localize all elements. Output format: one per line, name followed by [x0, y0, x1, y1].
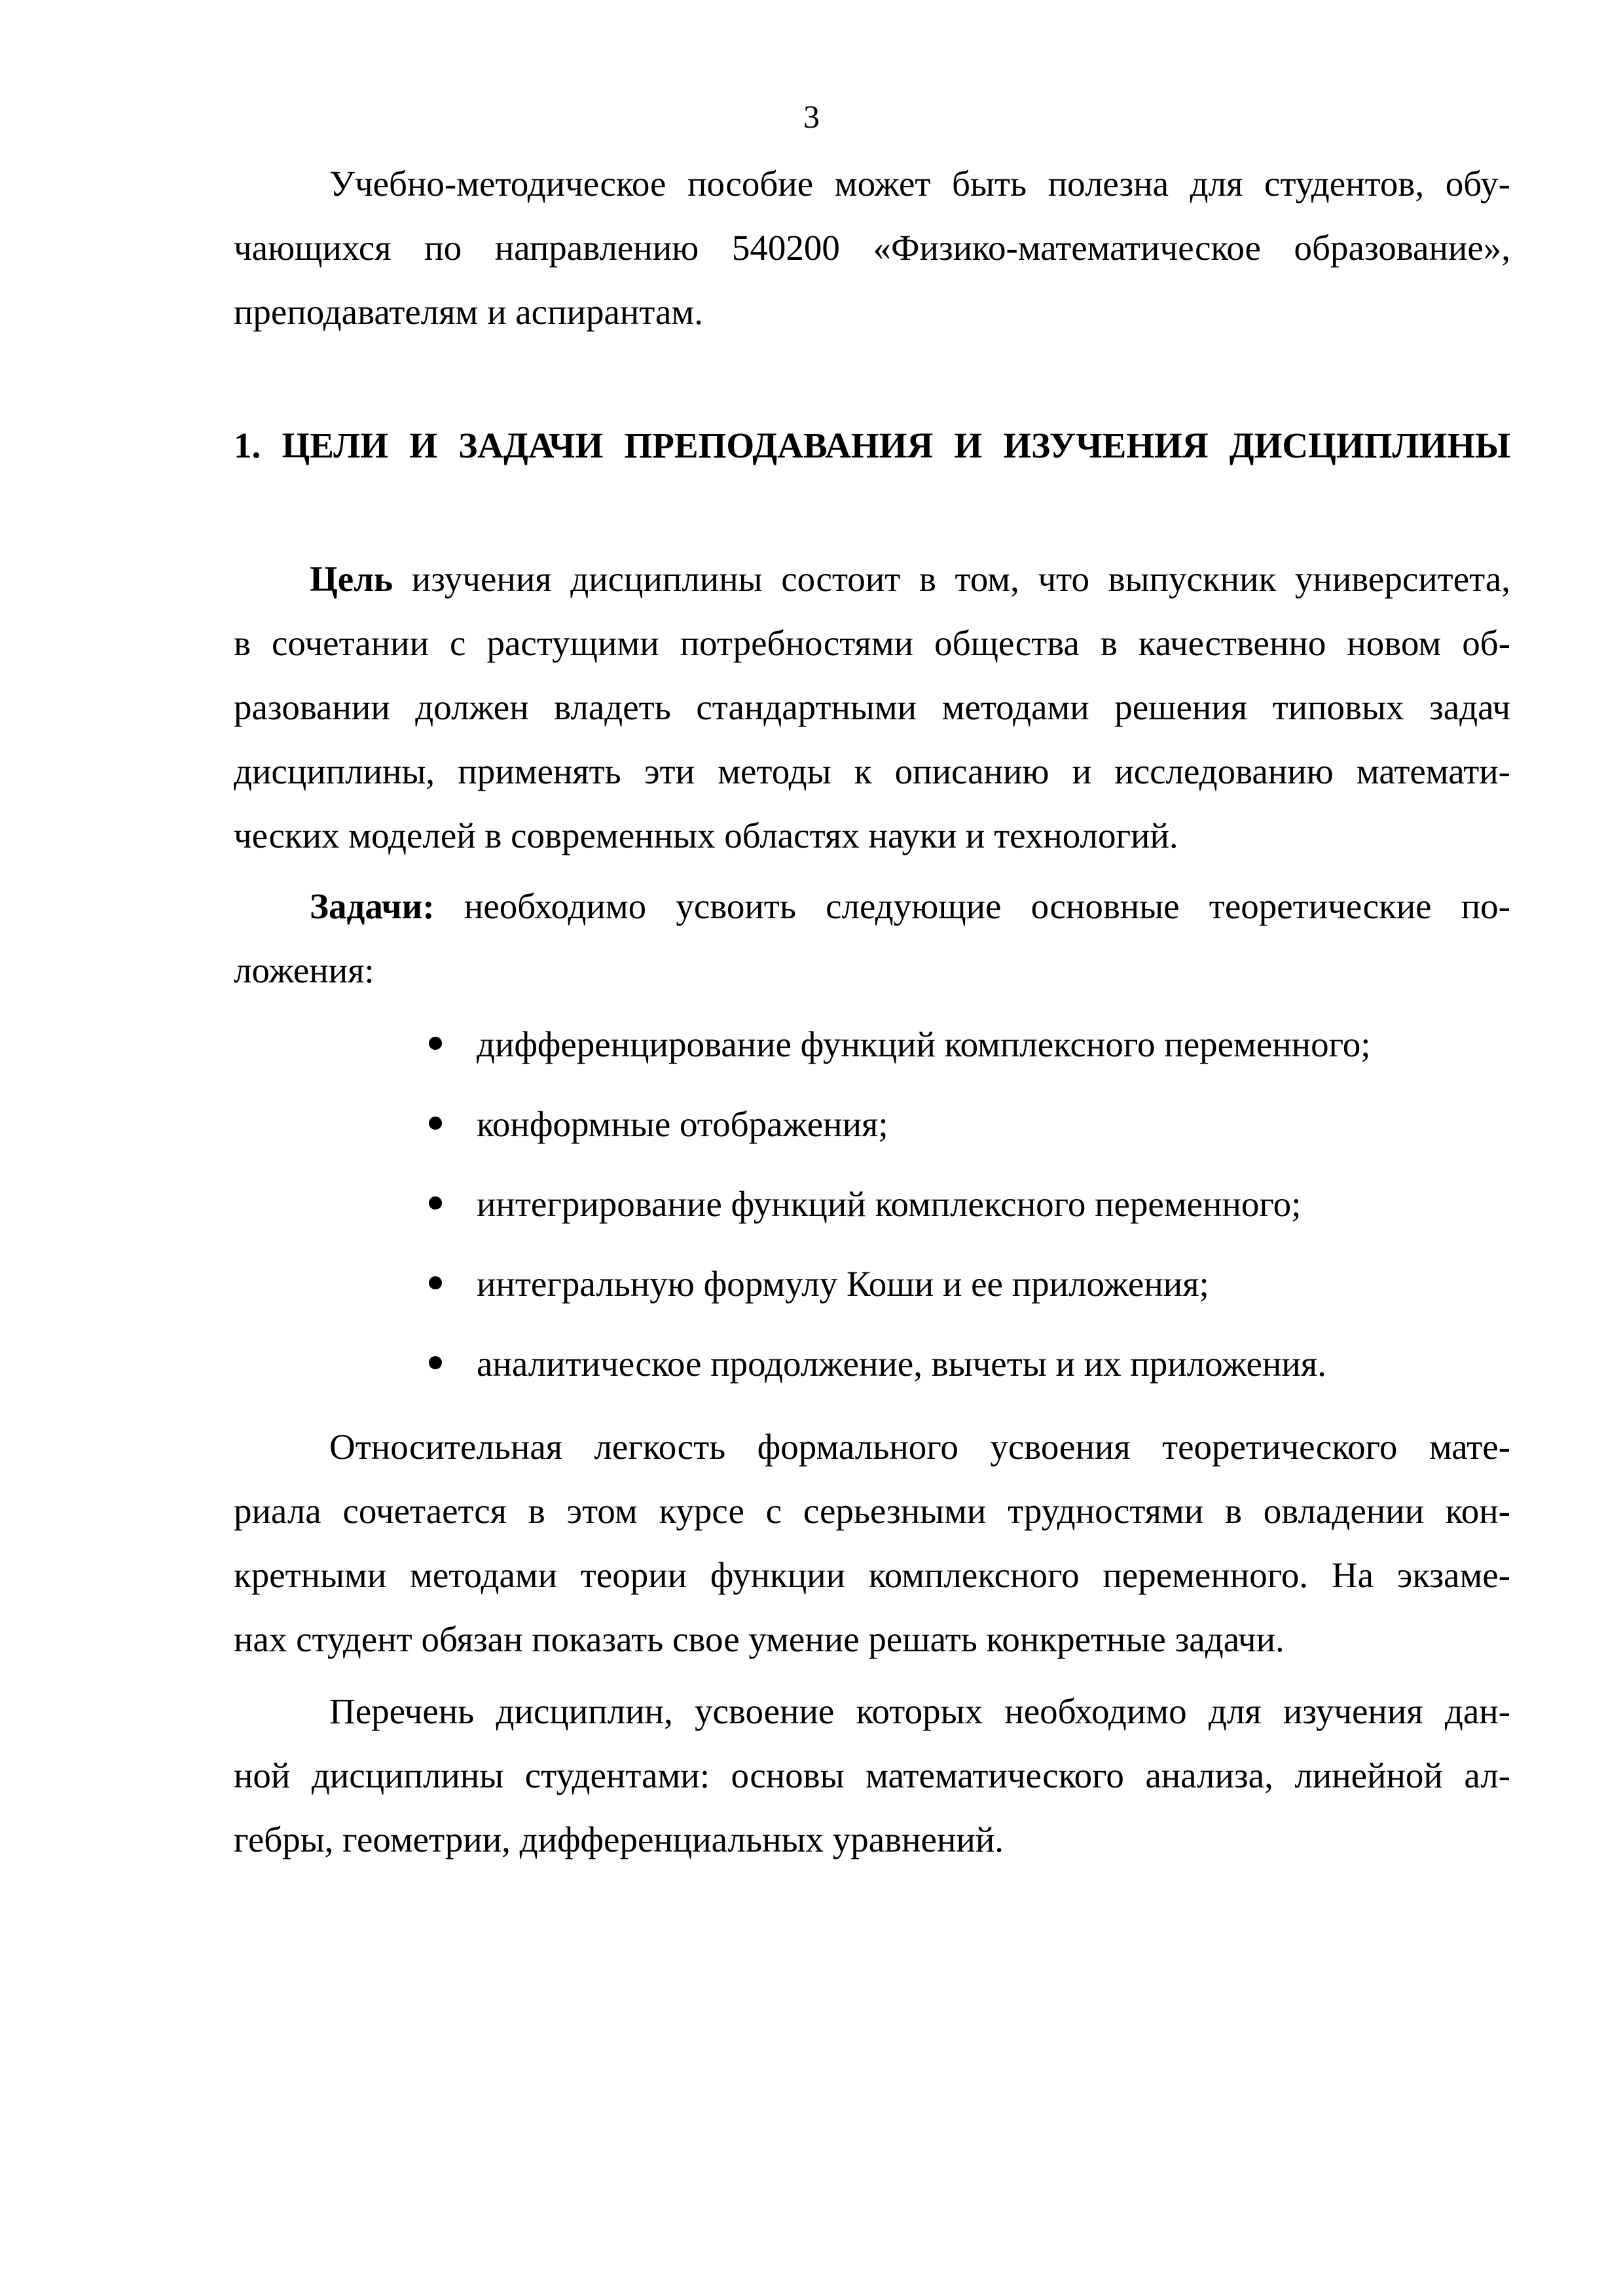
relative-line-2: риала сочетается в этом курсе с серьезными трудностями в овладении кон-	[234, 1491, 1510, 1531]
relative-line-3: кретными методами теории функции комплексного переменного. На экзаме-	[234, 1555, 1510, 1595]
relative-line-1: Относительная легкость формального усвоения теоретического мате-	[329, 1427, 1510, 1467]
goal-line-3: разовании должен владеть стандартными методами решения типовых задач	[234, 687, 1510, 727]
tasks-line-1	[234, 874, 1510, 939]
goal-line-5: ческих моделей в современных областях науки и технологий.	[234, 816, 1178, 855]
prereq-line-2: ной дисциплины студентами: основы математического анализа, линейной ал-	[234, 1755, 1510, 1795]
section-heading: 1. ЦЕЛИ И ЗАДАЧИ ПРЕПОДАВАНИЯ И ИЗУЧЕНИЯ ДИСЦИПЛИНЫ	[234, 425, 1510, 465]
goal-line-4: дисциплины, применять эти методы к описанию и исследованию математи-	[234, 751, 1510, 791]
goal-label: Цель	[310, 559, 393, 599]
relative-line-4: нах студент обязан показать свое умение решать конкретные задачи.	[234, 1619, 1285, 1659]
goal-line-2: в сочетании с растущими потребностями общества в качественно новом об-	[234, 623, 1510, 663]
intro-line-1: Учебно-методическое пособие может быть полезна для студентов, обу-	[329, 164, 1510, 204]
intro-line-2: чающихся по направлению 540200 «Физико-математическое образование»,	[234, 228, 1510, 268]
prereq-line-1: Перечень дисциплин, усвоение которых необходимо для изучения дан-	[329, 1691, 1510, 1731]
goal-line-1	[234, 547, 1510, 611]
list-item: интегральную формулу Коши и ее приложения;	[477, 1264, 1209, 1304]
list-item: аналитическое продолжение, вычеты и их приложения.	[477, 1344, 1326, 1384]
intro-line-3: преподавателям и аспирантам.	[234, 292, 703, 332]
list-item: интегрирование функций комплексного переменного;	[477, 1184, 1302, 1224]
prereq-line-3: гебры, геометрии, дифференциальных уравнений.	[234, 1820, 1004, 1859]
tasks-line-2: ложения:	[234, 950, 374, 990]
list-item: дифференцирование функций комплексного переменного;	[477, 1024, 1371, 1064]
page-number: 3	[803, 98, 820, 135]
bullet-icon	[429, 1037, 442, 1050]
goal-line-1-text: изучения дисциплины состоит в том, что выпускник университета,	[393, 559, 1510, 599]
bullet-icon	[429, 1356, 442, 1369]
bullet-icon	[429, 1196, 442, 1210]
bullet-icon	[429, 1276, 442, 1289]
list-item: конформные отображения;	[477, 1104, 888, 1144]
tasks-label: Задачи:	[310, 886, 435, 926]
bullet-icon	[429, 1117, 442, 1130]
tasks-line-1-text: необходимо усвоить следующие основные теоретические по-	[434, 886, 1510, 926]
